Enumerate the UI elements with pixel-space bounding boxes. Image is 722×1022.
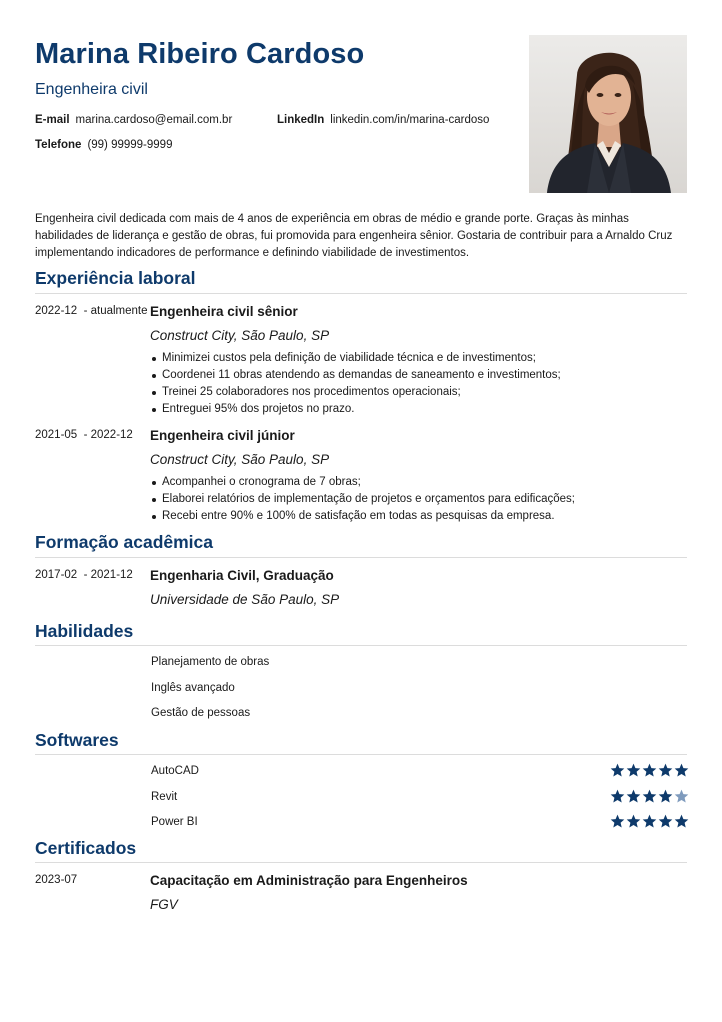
experience-role: Engenheira civil sênior [150, 304, 298, 319]
star-filled-icon [610, 814, 625, 829]
star-filled-icon [610, 763, 625, 778]
linkedin-label: LinkedIn [277, 114, 325, 126]
candidate-name: Marina Ribeiro Cardoso [35, 38, 365, 70]
star-filled-icon [626, 789, 641, 804]
star-filled-icon [626, 814, 641, 829]
star-filled-icon [610, 789, 625, 804]
experience-role: Engenheira civil júnior [150, 428, 295, 443]
software-rating [610, 789, 689, 804]
candidate-title: Engenheira civil [35, 81, 148, 98]
certificate-date: 2023-07 [35, 874, 78, 886]
list-item: Treinei 25 colaboradores nos procedimentos operacionais; [162, 384, 561, 401]
star-filled-icon [626, 763, 641, 778]
star-filled-icon [642, 814, 657, 829]
contact-phone [35, 139, 172, 151]
list-item: Entreguei 95% dos projetos no prazo. [162, 401, 561, 418]
linkedin-value[interactable]: linkedin.com/in/marina-cardoso [330, 114, 490, 126]
star-filled-icon [674, 763, 689, 778]
profile-photo [529, 35, 687, 193]
list-item: Minimizei custos pela definição de viabilidade técnica e de investimentos; [162, 350, 561, 367]
professional-summary: Engenheira civil dedicada com mais de 4 anos de experiência em obras de médio e grande porte. Graças às minhas habilidades de liderança e gestão de obras, fui promovida para engenheira sênior. Gostaria de contribuir para a Arnaldo Cruz implementando indicadores de performance e definindo viabilidade de investimentos. [35, 213, 673, 259]
section-divider [35, 862, 687, 863]
experience-dates: 2022-12 - atualmente [35, 305, 148, 317]
experience-achievements [150, 474, 575, 525]
certificate-issuer: FGV [150, 897, 178, 912]
list-item: Recebi entre 90% e 100% de satisfação em todas as pesquisas da empresa. [162, 508, 575, 525]
education-school: Universidade de São Paulo, SP [150, 592, 340, 607]
section-divider [35, 645, 687, 646]
section-title-education: Formação acadêmica [35, 532, 214, 552]
contact-linkedin [277, 114, 489, 126]
experience-dates: 2021-05 - 2022-12 [35, 429, 133, 441]
certificate-name: Capacitação em Administração para Engenheiros [150, 873, 468, 888]
section-title-skills: Habilidades [35, 621, 134, 641]
list-item: Acompanhei o cronograma de 7 obras; [162, 474, 575, 491]
section-divider [35, 293, 687, 294]
software-rating [610, 814, 689, 829]
section-divider [35, 557, 687, 558]
experience-achievements [150, 350, 561, 418]
software-name: Power BI [151, 816, 198, 828]
section-title-certificates: Certificados [35, 838, 137, 858]
experience-company: Construct City, São Paulo, SP [150, 452, 330, 467]
software-rating [610, 763, 689, 778]
list-item: Elaborei relatórios de implementação de projetos e orçamentos para edificações; [162, 491, 575, 508]
star-filled-icon [674, 814, 689, 829]
phone-value: (99) 99999-9999 [87, 139, 173, 151]
section-divider [35, 754, 687, 755]
email-value[interactable]: marina.cardoso@email.com.br [75, 114, 233, 126]
education-degree: Engenharia Civil, Graduação [150, 568, 334, 583]
skill-item: Planejamento de obras [151, 656, 270, 668]
email-label: E-mail [35, 114, 70, 126]
section-title-software: Softwares [35, 730, 119, 750]
star-filled-icon [658, 814, 673, 829]
skill-item: Gestão de pessoas [151, 707, 251, 719]
star-empty-icon [674, 789, 689, 804]
star-filled-icon [658, 763, 673, 778]
star-filled-icon [642, 789, 657, 804]
star-filled-icon [642, 763, 657, 778]
list-item: Coordenei 11 obras atendendo as demandas de saneamento e investimentos; [162, 367, 561, 384]
skill-item: Inglês avançado [151, 682, 235, 694]
experience-company: Construct City, São Paulo, SP [150, 328, 330, 343]
profile-photo-illustration [529, 35, 687, 193]
section-title-experience: Experiência laboral [35, 268, 196, 288]
star-filled-icon [658, 789, 673, 804]
phone-label: Telefone [35, 139, 82, 151]
software-name: Revit [151, 791, 178, 803]
education-dates: 2017-02 - 2021-12 [35, 569, 133, 581]
software-name: AutoCAD [151, 765, 199, 777]
contact-email [35, 114, 232, 126]
